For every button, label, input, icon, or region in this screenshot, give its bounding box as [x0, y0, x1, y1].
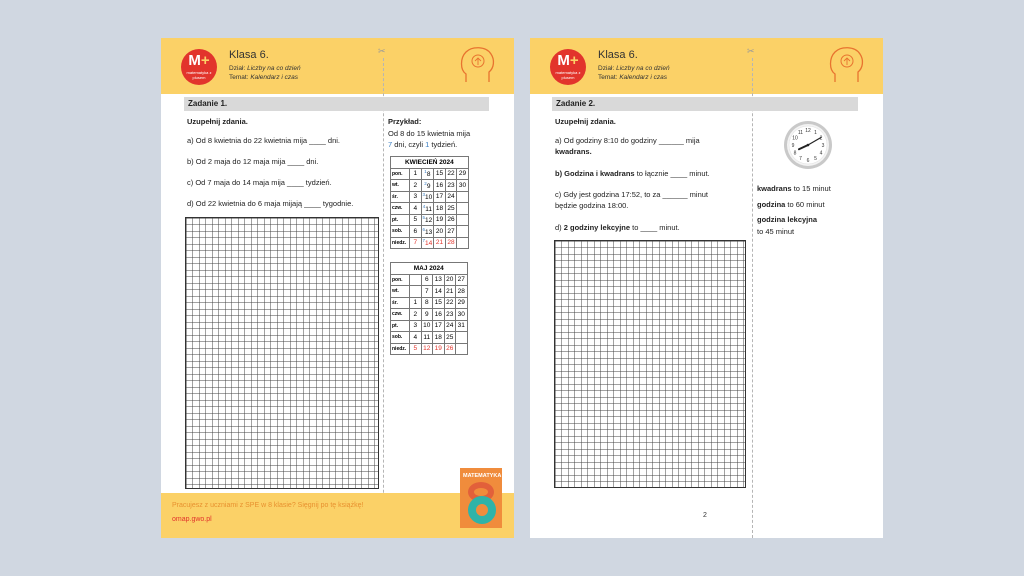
calendar-row	[391, 274, 468, 286]
calendar-day: 24	[445, 191, 457, 203]
calendar-day: 25	[445, 203, 457, 215]
calendar-row	[391, 297, 468, 309]
weekday-label: pt.	[391, 320, 410, 332]
calendar-day: $^4$11	[422, 203, 432, 213]
task-item-d: d) 2 godziny lekcyjne to ____ minut.	[555, 223, 680, 232]
page-header	[161, 38, 514, 94]
worksheet-page-2	[530, 38, 883, 538]
head-thinking-icon	[827, 44, 865, 86]
calendar-day: 9	[421, 309, 433, 321]
clock-number: 3	[821, 142, 825, 149]
head-thinking-icon	[458, 44, 496, 86]
calendar-day: 2	[410, 180, 422, 192]
calendar-day: 7	[421, 286, 433, 298]
count-mark: 6	[422, 226, 426, 232]
calendar-day: 30	[456, 309, 468, 321]
count-mark: 2	[424, 180, 427, 186]
hint-godzina-lekcyjna: godzina lekcyjna	[757, 215, 818, 224]
calendar-day: 23	[445, 180, 457, 192]
calendar-day: 22	[445, 168, 457, 180]
calendar-day: 2	[410, 309, 422, 321]
calendar-day: 6	[421, 274, 433, 286]
weekday-label: śr.	[391, 297, 410, 309]
count-mark: 3	[422, 192, 426, 198]
task-item-c-line-2: będzie godzina 18:00.	[555, 201, 629, 210]
instruction: Uzupełnij zdania.	[187, 117, 248, 126]
task-heading: Zadanie 2.	[552, 97, 858, 111]
calendar-day: 24	[444, 320, 456, 332]
calendar-day	[457, 191, 469, 203]
count-mark: 7	[422, 238, 426, 244]
calendar-day: $^1$8	[421, 168, 434, 180]
calendar-day	[457, 226, 469, 238]
calendar-day	[456, 343, 468, 355]
calendar-row	[391, 332, 468, 344]
count-mark: 5	[422, 215, 426, 221]
class-title: Klasa 6.	[598, 49, 638, 61]
clock-number: 10	[792, 135, 798, 142]
weekday-label: czw.	[391, 203, 410, 215]
calendar-day: 15	[434, 168, 446, 180]
calendar-day: 17	[434, 191, 446, 203]
footer-promo-text: Pracujesz z uczniami z SPE w 8 klasie? Sięgnij po tę książkę!	[172, 502, 364, 509]
task-item-a-line-1: a) Od godziny 8:10 do godziny ______ mija	[555, 136, 700, 145]
calendar-day: 20	[444, 274, 456, 286]
calendar-day: 1	[410, 297, 422, 309]
calendar-day: $^5$12	[422, 215, 433, 225]
clock-number: 2	[819, 135, 823, 142]
calendar-day: 16	[434, 180, 446, 192]
calendar-row	[391, 203, 469, 215]
section-line: Dział: Liczby na co dzień	[598, 65, 670, 72]
weekday-label: śr.	[391, 191, 410, 203]
calendar-row	[391, 180, 469, 192]
calendar-day: 29	[456, 297, 468, 309]
weekday-label: sob.	[391, 332, 410, 344]
hint-kwadrans: kwadrans to 15 minut	[757, 184, 831, 193]
calendar-day	[456, 332, 468, 344]
count-mark: 1	[424, 169, 427, 175]
calendar-day: 19	[433, 343, 445, 355]
weekday-label: pon.	[391, 168, 410, 180]
calendar-day: 4	[410, 332, 422, 344]
logo: M+ matematyka z plusem	[550, 49, 586, 85]
weekday-label: wt.	[391, 180, 410, 192]
answer-grid[interactable]	[554, 240, 746, 488]
calendar-row	[391, 309, 468, 321]
clock-icon	[778, 120, 838, 170]
calendar-row	[391, 226, 469, 238]
calendar-day: 12	[421, 343, 433, 355]
weekday-label: niedz.	[391, 343, 410, 355]
clock-number: 9	[791, 142, 795, 149]
calendar-day: 28	[456, 286, 468, 298]
weekday-label: pon.	[391, 274, 410, 286]
class-title: Klasa 6.	[229, 49, 269, 61]
calendar-row	[391, 191, 469, 203]
clock-number: 6	[806, 157, 810, 164]
calendar-day	[410, 286, 422, 298]
calendar-day: 11	[421, 332, 433, 344]
calendar-day: 18	[434, 203, 446, 215]
hint-godzina: godzina to 60 minut	[757, 200, 825, 209]
cut-line	[752, 58, 753, 538]
calendar-day: $^7$14	[422, 238, 433, 248]
calendar-row	[391, 237, 469, 249]
calendar-day: 14	[433, 286, 445, 298]
calendar-day	[457, 203, 469, 215]
task-item-a-line-2: kwadrans.	[555, 147, 592, 156]
page-header	[530, 38, 883, 94]
clock-number: 8	[793, 150, 797, 157]
calendar-day: 30	[457, 180, 469, 192]
calendar-day: 5	[410, 343, 422, 355]
calendar-day: 21	[434, 237, 446, 249]
clock-number: 5	[814, 155, 817, 162]
calendar-title: KWIECIEŃ 2024	[391, 157, 469, 169]
calendar-row	[391, 168, 469, 180]
book-cover-image[interactable]: MATEMATYKA	[460, 468, 502, 528]
clock-number: 4	[819, 150, 823, 157]
calendar-day: 27	[445, 226, 457, 238]
example-title: Przykład:	[388, 117, 422, 126]
calendar-day: 18	[433, 332, 445, 344]
calendar-day: 31	[456, 320, 468, 332]
calendar-row	[391, 320, 468, 332]
task-item-b: b) Od 2 maja do 12 maja mija ____ dni.	[187, 157, 319, 166]
calendar-day: 6	[410, 226, 422, 238]
weekday-label: wt.	[391, 286, 410, 298]
calendar-row	[391, 214, 469, 226]
calendar-day: 1	[410, 168, 422, 180]
calendar-day: 17	[433, 320, 445, 332]
calendar-row	[391, 286, 468, 298]
calendar-day: 7	[410, 237, 422, 249]
calendar-day	[457, 237, 469, 249]
weekday-label: pt.	[391, 214, 410, 226]
calendar-title: MAJ 2024	[391, 263, 468, 275]
section-line: Dział: Liczby na co dzień	[229, 65, 301, 72]
calendar-day: 3	[410, 320, 422, 332]
calendar-day: 4	[410, 203, 422, 215]
calendar-day: 3	[410, 191, 422, 203]
calendar-day: 16	[433, 309, 445, 321]
calendar-day: $^6$13	[422, 226, 433, 236]
calendar-day: $^2$9	[421, 180, 434, 192]
footer-link[interactable]: omap.gwo.pl	[172, 516, 212, 523]
logo: M+ matematyka z plusem	[181, 49, 217, 85]
answer-grid[interactable]	[185, 217, 379, 489]
calendar-day: 23	[444, 309, 456, 321]
calendar-day: 28	[445, 237, 457, 249]
calendar-may-2024	[390, 262, 468, 355]
calendar-day	[457, 214, 469, 226]
worksheet-page-1	[161, 38, 514, 538]
weekday-label: czw.	[391, 309, 410, 321]
calendar-day: 5	[410, 214, 422, 226]
task-item-d: d) Od 22 kwietnia do 6 maja mijają ____ tygodnie.	[187, 199, 354, 208]
calendar-day: 22	[444, 297, 456, 309]
example-line-2: 7 dni, czyli 1 tydzień.	[388, 140, 458, 149]
calendar-day: $^3$10	[422, 192, 433, 202]
clock-number: 11	[797, 129, 804, 136]
calendar-day: 20	[434, 226, 446, 238]
hint-godzina-lekcyjna-value: to 45 minut	[757, 227, 795, 236]
calendar-day: 19	[434, 214, 446, 226]
calendar-day	[410, 274, 422, 286]
task-heading: Zadanie 1.	[184, 97, 489, 111]
calendar-day: 27	[456, 274, 468, 286]
weekday-label: niedz.	[391, 237, 410, 249]
weekday-label: sob.	[391, 226, 410, 238]
scissors-icon: ✂	[747, 46, 755, 56]
calendar-day: 8	[421, 297, 433, 309]
calendar-row	[391, 343, 468, 355]
clock-number: 1	[814, 129, 817, 136]
clock-number: 7	[799, 155, 802, 162]
task-item-b: b) Godzina i kwadrans to łącznie ____ minut.	[555, 169, 710, 178]
calendar-day: 21	[444, 286, 456, 298]
task-item-c: c) Od 7 maja do 14 maja mija ____ tydzień.	[187, 178, 332, 187]
calendar-day: 26	[444, 343, 456, 355]
calendar-day: 29	[457, 168, 469, 180]
scissors-icon: ✂	[378, 46, 386, 56]
task-item-c-line-1: c) Gdy jest godzina 17:52, to za ______ minut	[555, 190, 709, 199]
calendar-day: 15	[433, 297, 445, 309]
calendar-day: 25	[444, 332, 456, 344]
example-line-1: Od 8 do 15 kwietnia mija	[388, 129, 471, 138]
topic-line: Temat: Kalendarz i czas	[598, 74, 668, 81]
calendar-day: 10	[421, 320, 433, 332]
count-mark: 4	[422, 203, 426, 209]
topic-line: Temat: Kalendarz i czas	[229, 74, 299, 81]
task-item-a: a) Od 8 kwietnia do 22 kwietnia mija ____ dni.	[187, 136, 341, 145]
calendar-day: 13	[433, 274, 445, 286]
instruction: Uzupełnij zdania.	[555, 117, 616, 126]
calendar-day: 26	[445, 214, 457, 226]
calendar-april-2024	[390, 156, 469, 249]
cut-line	[383, 58, 384, 538]
clock-number: 12	[805, 127, 811, 134]
page-number: 2	[703, 512, 707, 519]
